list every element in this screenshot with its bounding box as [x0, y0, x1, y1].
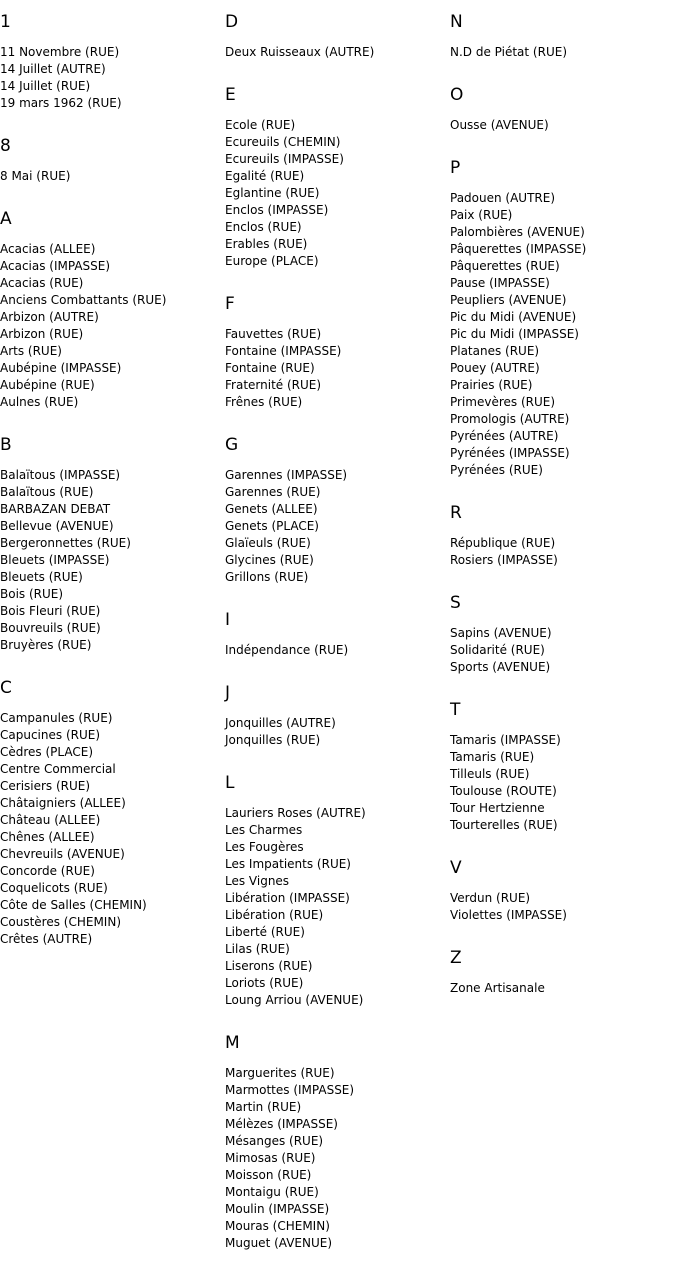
street-link[interactable]: Garennes (RUE) [225, 485, 321, 499]
street-link[interactable]: Aubépine (IMPASSE) [0, 361, 122, 375]
letter-group-m [225, 1033, 450, 1252]
street-link[interactable]: Chênes (ALLEE) [0, 830, 95, 844]
letter-heading: J [225, 683, 231, 703]
street-link[interactable]: Prairies (RUE) [450, 378, 533, 392]
street-link[interactable]: Rosiers (IMPASSE) [450, 553, 558, 567]
street-list [450, 890, 675, 924]
street-link[interactable]: Fauvettes (RUE) [225, 327, 322, 341]
street-link[interactable]: Martin (RUE) [225, 1100, 302, 1114]
street-link[interactable]: Muguet (AVENUE) [225, 1236, 333, 1250]
street-link[interactable]: Aulnes (RUE) [0, 395, 79, 409]
street-link[interactable]: BARBAZAN DEBAT [0, 502, 111, 516]
street-link[interactable]: Arts (RUE) [0, 344, 62, 358]
street-link[interactable]: République (RUE) [450, 536, 556, 550]
street-link[interactable]: Pouey (AUTRE) [450, 361, 540, 375]
street-link[interactable]: Solidarité (RUE) [450, 643, 545, 657]
street-link[interactable]: Pyrénées (IMPASSE) [450, 446, 570, 460]
street-link[interactable]: Bois Fleuri (RUE) [0, 604, 101, 618]
letter-heading: P [450, 158, 461, 178]
letter-heading: R [450, 503, 462, 523]
street-link[interactable]: Bellevue (AVENUE) [0, 519, 114, 533]
street-list [0, 44, 225, 112]
street-link[interactable]: Glaïeuls (RUE) [225, 536, 311, 550]
street-link[interactable]: 8 Mai (RUE) [0, 169, 71, 183]
street-link[interactable]: Fontaine (IMPASSE) [225, 344, 342, 358]
street-list [225, 467, 450, 586]
street-link[interactable]: Arbizon (RUE) [0, 327, 84, 341]
street-link[interactable]: Balaïtous (IMPASSE) [0, 468, 121, 482]
street-link[interactable]: Loung Arriou (AVENUE) [225, 993, 364, 1007]
street-link[interactable]: Bleuets (IMPASSE) [0, 553, 110, 567]
letter-heading: G [225, 435, 239, 455]
letter-group-n [450, 12, 675, 61]
street-link[interactable]: Arbizon (AUTRE) [0, 310, 99, 324]
street-link[interactable]: Erables (RUE) [225, 237, 308, 251]
street-link[interactable]: Enclos (IMPASSE) [225, 203, 329, 217]
street-link[interactable]: Genets (ALLEE) [225, 502, 318, 516]
street-link[interactable]: Coustères (CHEMIN) [0, 915, 122, 929]
letter-group-a [0, 209, 225, 411]
letter-group-t [450, 700, 675, 834]
street-list [0, 168, 225, 185]
street-link[interactable]: Promologis (AUTRE) [450, 412, 570, 426]
street-link[interactable]: Jonquilles (RUE) [225, 733, 321, 747]
letter-group-s [450, 593, 675, 676]
street-link[interactable]: Côte de Salles (CHEMIN) [0, 898, 147, 912]
street-link[interactable]: Bruyères (RUE) [0, 638, 92, 652]
street-link[interactable]: Aubépine (RUE) [0, 378, 95, 392]
street-link[interactable]: Deux Ruisseaux (AUTRE) [225, 45, 375, 59]
street-link[interactable]: Mouras (CHEMIN) [225, 1219, 330, 1233]
street-link[interactable]: Libération (IMPASSE) [225, 891, 350, 905]
letter-heading: N [450, 12, 463, 32]
street-link[interactable]: Tamaris (IMPASSE) [450, 733, 561, 747]
street-link[interactable]: Marmottes (IMPASSE) [225, 1083, 355, 1097]
letter-group-c [0, 678, 225, 948]
street-link[interactable]: Fraternité (RUE) [225, 378, 322, 392]
street-link[interactable]: Jonquilles (AUTRE) [225, 716, 336, 730]
street-link[interactable]: Genets (PLACE) [225, 519, 319, 533]
street-link[interactable]: Europe (PLACE) [225, 254, 319, 268]
letter-heading: V [450, 858, 462, 878]
street-list [225, 326, 450, 411]
street-link[interactable]: Balaïtous (RUE) [0, 485, 94, 499]
letter-heading: B [0, 435, 12, 455]
street-link[interactable]: Grillons (RUE) [225, 570, 309, 584]
street-link[interactable]: Fontaine (RUE) [225, 361, 315, 375]
street-link[interactable]: Tilleuls (RUE) [450, 767, 530, 781]
street-list [450, 190, 675, 479]
street-link[interactable]: Pâquerettes (IMPASSE) [450, 242, 587, 256]
street-list [450, 732, 675, 834]
street-list [0, 241, 225, 411]
street-link[interactable]: Frênes (RUE) [225, 395, 303, 409]
street-link[interactable]: Anciens Combattants (RUE) [0, 293, 167, 307]
street-list [450, 625, 675, 676]
street-list [225, 44, 450, 61]
street-link[interactable]: Châtaigniers (ALLEE) [0, 796, 126, 810]
street-link[interactable]: Ecureuils (IMPASSE) [225, 152, 344, 166]
street-link[interactable]: Les Vignes [225, 874, 290, 888]
street-link[interactable]: Moulin (IMPASSE) [225, 1202, 330, 1216]
street-link[interactable]: Les Fougères [225, 840, 304, 854]
street-link[interactable]: Peupliers (AVENUE) [450, 293, 567, 307]
street-link[interactable]: Platanes (RUE) [450, 344, 540, 358]
street-link[interactable]: Eglantine (RUE) [225, 186, 320, 200]
letter-heading: T [450, 700, 461, 720]
street-link[interactable]: Pâquerettes (RUE) [450, 259, 560, 273]
street-list [450, 117, 675, 134]
street-list [0, 710, 225, 948]
street-link[interactable]: Acacias (ALLEE) [0, 242, 96, 256]
street-link[interactable]: Sports (AVENUE) [450, 660, 551, 674]
street-link[interactable]: Liberté (RUE) [225, 925, 305, 939]
street-link[interactable]: Ecole (RUE) [225, 118, 296, 132]
street-link[interactable]: Libération (RUE) [225, 908, 324, 922]
letter-heading: D [225, 12, 239, 32]
street-link[interactable]: Montaigu (RUE) [225, 1185, 319, 1199]
street-link[interactable]: Lilas (RUE) [225, 942, 290, 956]
letter-heading: L [225, 773, 235, 793]
street-link[interactable]: Pyrénées (AUTRE) [450, 429, 559, 443]
street-link[interactable]: Indépendance (RUE) [225, 643, 349, 657]
index-column [0, 0, 225, 972]
street-link[interactable]: Ecureuils (CHEMIN) [225, 135, 341, 149]
street-link[interactable]: 14 Juillet (RUE) [0, 79, 91, 93]
street-link[interactable]: Mimosas (RUE) [225, 1151, 316, 1165]
letter-group-8 [0, 136, 225, 185]
street-link[interactable]: 11 Novembre (RUE) [0, 45, 120, 59]
letter-group-j [225, 683, 450, 749]
street-list [450, 980, 675, 997]
street-link[interactable]: N.D de Piétat (RUE) [450, 45, 567, 59]
street-link[interactable]: Lauriers Roses (AUTRE) [225, 806, 366, 820]
street-link[interactable]: Bois (RUE) [0, 587, 64, 601]
street-link[interactable]: Château (ALLEE) [0, 813, 101, 827]
street-link[interactable]: Chevreuils (AVENUE) [0, 847, 125, 861]
street-link[interactable]: Tamaris (RUE) [450, 750, 535, 764]
street-link[interactable]: Enclos (RUE) [225, 220, 302, 234]
street-list [225, 117, 450, 270]
street-link[interactable]: Zone Artisanale [450, 981, 545, 995]
letter-heading: 1 [0, 12, 11, 32]
street-link[interactable]: Coquelicots (RUE) [0, 881, 108, 895]
street-link[interactable]: Sapins (AVENUE) [450, 626, 552, 640]
letter-heading: 8 [0, 136, 11, 156]
street-link[interactable]: Pic du Midi (IMPASSE) [450, 327, 579, 341]
street-link[interactable]: Loriots (RUE) [225, 976, 304, 990]
street-link[interactable]: Cerisiers (RUE) [0, 779, 91, 793]
letter-group-l [225, 773, 450, 1009]
street-link[interactable]: Les Charmes [225, 823, 303, 837]
street-link[interactable]: Egalité (RUE) [225, 169, 305, 183]
street-link[interactable]: Bouvreuils (RUE) [0, 621, 101, 635]
letter-group-v [450, 858, 675, 924]
street-link[interactable]: Paix (RUE) [450, 208, 513, 222]
street-list [225, 642, 450, 659]
letter-group-r [450, 503, 675, 569]
letter-heading: C [0, 678, 12, 698]
street-link[interactable]: Crêtes (AUTRE) [0, 932, 93, 946]
letter-group-d [225, 12, 450, 61]
street-list [0, 467, 225, 654]
street-link[interactable]: Marguerites (RUE) [225, 1066, 335, 1080]
street-link[interactable]: Tour Hertzienne [450, 801, 545, 815]
street-list [225, 1065, 450, 1252]
street-list [225, 715, 450, 749]
street-link[interactable]: Bergeronnettes (RUE) [0, 536, 131, 550]
letter-heading: E [225, 85, 236, 105]
street-link[interactable]: Toulouse (ROUTE) [450, 784, 557, 798]
street-link[interactable]: Primevères (RUE) [450, 395, 556, 409]
street-link[interactable]: Les Impatients (RUE) [225, 857, 351, 871]
street-link[interactable]: Violettes (IMPASSE) [450, 908, 567, 922]
street-link[interactable]: Mélèzes (IMPASSE) [225, 1117, 338, 1131]
street-link[interactable]: Acacias (RUE) [0, 276, 84, 290]
letter-heading: M [225, 1033, 240, 1053]
letter-heading: F [225, 294, 235, 314]
street-link[interactable]: Acacias (IMPASSE) [0, 259, 111, 273]
street-link[interactable]: Padouen (AUTRE) [450, 191, 556, 205]
letter-group-o [450, 85, 675, 134]
street-link[interactable]: Palombières (AVENUE) [450, 225, 585, 239]
street-link[interactable]: Pause (IMPASSE) [450, 276, 550, 290]
street-link[interactable]: Pic du Midi (AVENUE) [450, 310, 577, 324]
street-link[interactable]: Concorde (RUE) [0, 864, 95, 878]
street-link[interactable]: Glycines (RUE) [225, 553, 314, 567]
index-column [225, 0, 450, 1276]
street-link[interactable]: Ousse (AVENUE) [450, 118, 549, 132]
letter-group-1 [0, 12, 225, 112]
street-link[interactable]: Capucines (RUE) [0, 728, 101, 742]
street-link[interactable]: Cèdres (PLACE) [0, 745, 94, 759]
letter-group-e [225, 85, 450, 270]
letter-group-z [450, 948, 675, 997]
street-link[interactable]: Bleuets (RUE) [0, 570, 83, 584]
street-link[interactable]: Liserons (RUE) [225, 959, 313, 973]
street-link[interactable]: 14 Juillet (AUTRE) [0, 62, 106, 76]
street-list [450, 535, 675, 569]
street-link[interactable]: Mésanges (RUE) [225, 1134, 324, 1148]
street-link[interactable]: Verdun (RUE) [450, 891, 531, 905]
letter-group-f [225, 294, 450, 411]
letter-heading: A [0, 209, 12, 229]
street-link[interactable]: Tourterelles (RUE) [450, 818, 558, 832]
street-link[interactable]: Garennes (IMPASSE) [225, 468, 348, 482]
letter-group-b [0, 435, 225, 654]
letter-heading: S [450, 593, 461, 613]
street-link[interactable]: Centre Commercial [0, 762, 116, 776]
index-column [450, 0, 675, 1021]
street-link[interactable]: 19 mars 1962 (RUE) [0, 96, 122, 110]
letter-heading: Z [450, 948, 462, 968]
letter-heading: O [450, 85, 464, 105]
street-link[interactable]: Pyrénées (RUE) [450, 463, 543, 477]
letter-group-g [225, 435, 450, 586]
street-link[interactable]: Moisson (RUE) [225, 1168, 312, 1182]
street-list [225, 805, 450, 1009]
letter-group-i [225, 610, 450, 659]
street-list [450, 44, 675, 61]
street-link[interactable]: Campanules (RUE) [0, 711, 113, 725]
letter-group-p [450, 158, 675, 479]
letter-heading: I [225, 610, 231, 630]
